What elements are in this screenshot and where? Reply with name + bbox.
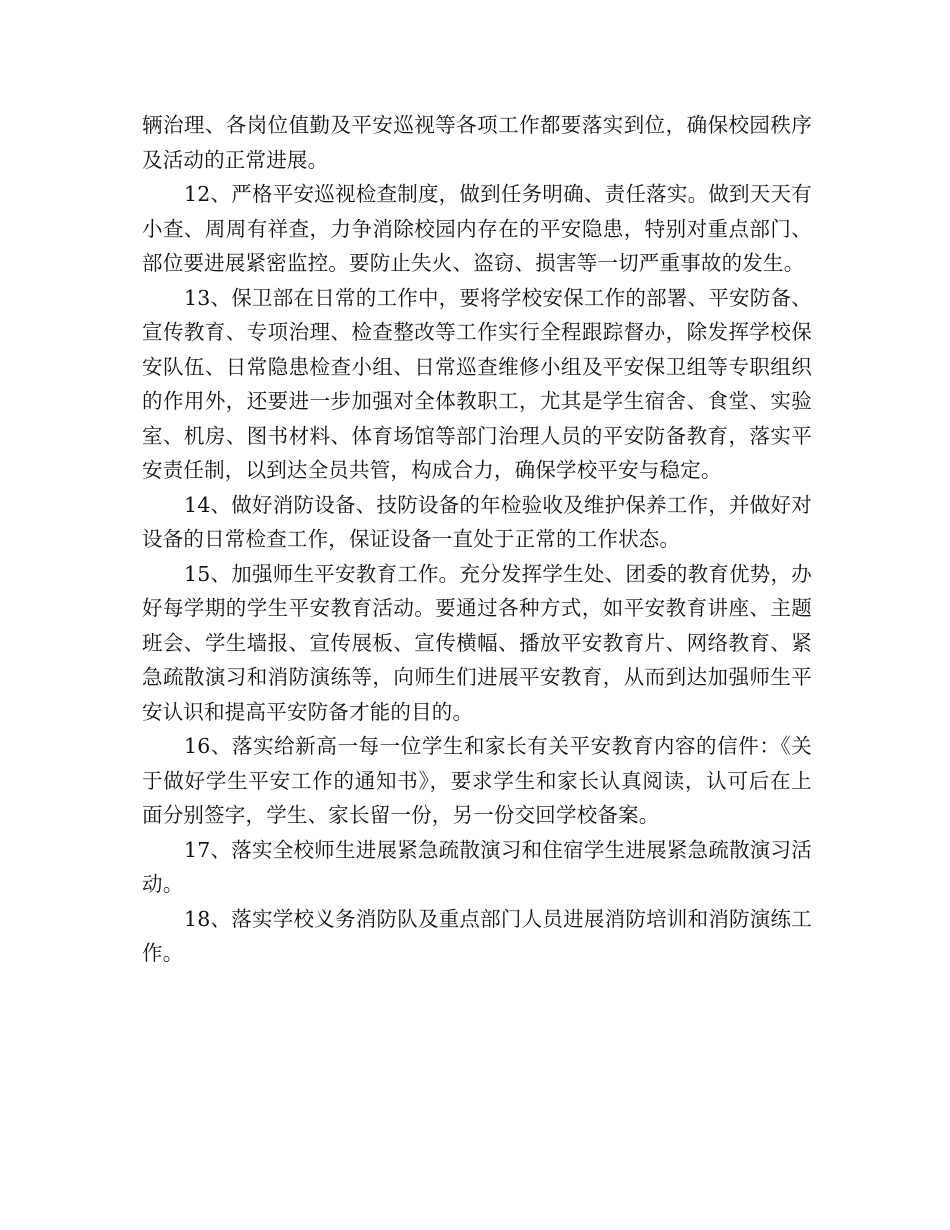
paragraph-item-18: 18、落实学校义务消防队及重点部门人员进展消防培训和消防演练工作。	[142, 906, 812, 965]
paragraph-item-13: 13、保卫部在日常的工作中，要将学校安保工作的部署、平安防备、宣传教育、专项治理、检查整改等工作实行全程跟踪督办，除发挥学校保安队伍、日常隐患检查小组、日常巡查维修小组及平安保卫组等专职组织的作用外，还要进一步加强对全体教职工，尤其是学生宿舍、食堂、实验室、机房、图书材料、体育场馆等部门治理人员的平安防备教育，落实平安责任制，以到达全员共管，构成合力，确保学校平安与稳定。	[142, 285, 812, 482]
paragraph-item-17: 17、落实全校师生进展紧急疏散演习和住宿学生进展紧急疏散演习活动。	[142, 837, 812, 896]
document-page	[142, 108, 812, 971]
paragraph-item-12: 12、严格平安巡视检查制度，做到任务明确、责任落实。做到天天有小查、周周有祥查，力争消除校园内存在的平安隐患，特别对重点部门、部位要进展紧密监控。要防止失火、盗窃、损害等一切严重事故的发生。	[142, 182, 812, 275]
paragraph-item-16: 16、落实给新高一每一位学生和家长有关平安教育内容的信件：《关于做好学生平安工作的通知书》，要求学生和家长认真阅读，认可后在上面分别签字，学生、家长留一份，另一份交回学校备案。	[142, 734, 812, 827]
paragraph-continuation: 辆治理、各岗位值勤及平安巡视等各项工作都要落实到位，确保校园秩序及活动的正常进展。	[142, 113, 812, 172]
paragraph-item-14: 14、做好消防设备、技防设备的年检验收及维护保养工作，并做好对设备的日常检查工作，保证设备一直处于正常的工作状态。	[142, 492, 812, 551]
paragraph-item-15: 15、加强师生平安教育工作。充分发挥学生处、团委的教育优势，办好每学期的学生平安教育活动。要通过各种方式，如平安教育讲座、主题班会、学生墙报、宣传展板、宣传横幅、播放平安教育片、网络教育、紧急疏散演习和消防演练等，向师生们进展平安教育，从而到达加强师生平安认识和提高平安防备才能的目的。	[142, 561, 812, 724]
